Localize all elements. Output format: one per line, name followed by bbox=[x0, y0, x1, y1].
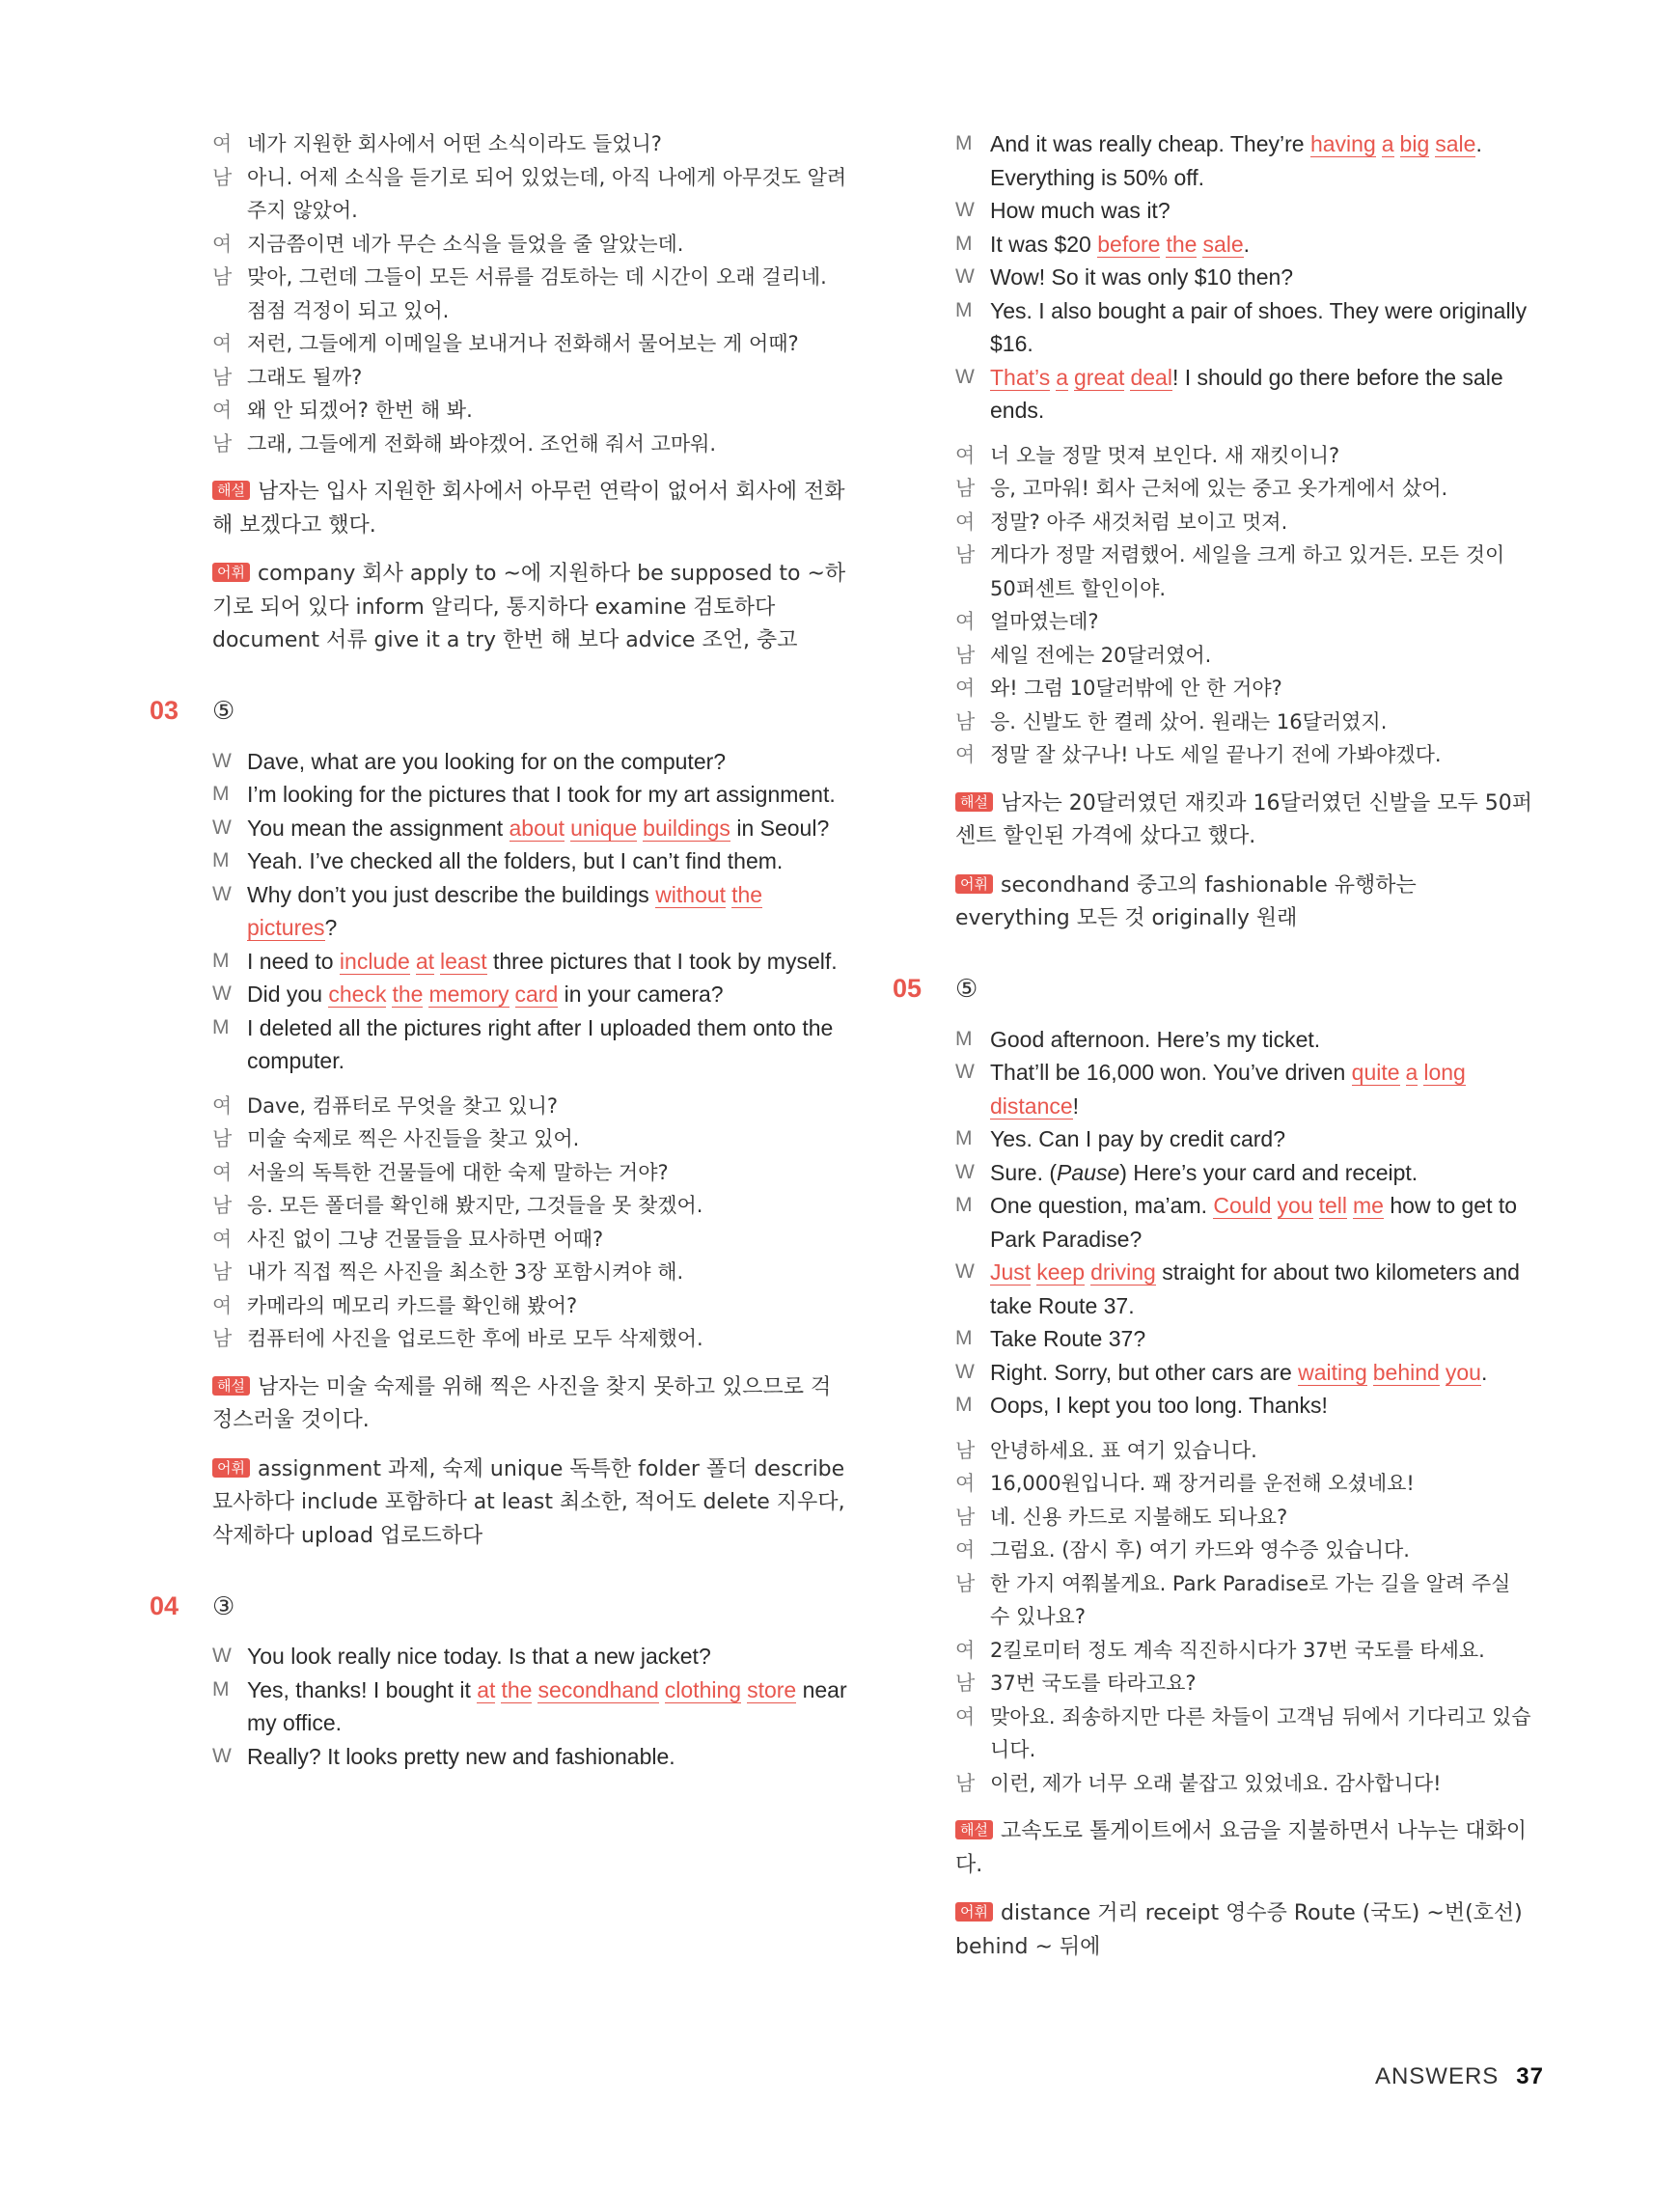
blank-answer: sale bbox=[1202, 231, 1244, 257]
dialogue-line bbox=[955, 1634, 1534, 1668]
italic-text: Pause bbox=[1057, 1159, 1120, 1185]
text-run: That’ll be 16,000 won. You’ve driven bbox=[990, 1060, 1352, 1085]
line-text: 게다가 정말 저렴했어. 세일을 크게 하고 있거든. 모든 것이 50퍼센트 할인이야. bbox=[990, 543, 1505, 600]
text-run: Yeah. I’ve checked all the folders, but I can’t find them. bbox=[247, 848, 784, 873]
explanation-tag: 해설 bbox=[212, 481, 250, 500]
speaker-label: 여 bbox=[212, 1293, 233, 1317]
blank-answer: long bbox=[1423, 1060, 1466, 1085]
blank-answer: deal bbox=[1130, 364, 1172, 390]
speaker-label: 남 bbox=[955, 1438, 976, 1462]
speaker-label: 여 bbox=[212, 132, 233, 155]
speaker-label: 여 bbox=[955, 443, 976, 467]
speaker-label: M bbox=[212, 783, 230, 805]
dialogue-line bbox=[955, 1700, 1534, 1767]
dialogue-line bbox=[955, 639, 1534, 673]
text-run: Wow! So it was only $10 then? bbox=[990, 264, 1294, 290]
dialogue-line bbox=[955, 228, 1534, 262]
blank-answer: store bbox=[747, 1676, 797, 1702]
dialogue-line bbox=[212, 978, 849, 1011]
dialogue-line bbox=[955, 1189, 1534, 1256]
right-column bbox=[893, 127, 1534, 1964]
blank-answer: unique bbox=[570, 815, 638, 841]
speaker-label: M bbox=[212, 849, 230, 871]
q04-explanation: 해설 남자는 20달러였던 재킷과 16달러였던 신발을 모두 50퍼센트 할인된 가격에 샀다고 했다. bbox=[955, 790, 1532, 848]
dialogue-line bbox=[212, 394, 849, 428]
dialogue-line bbox=[212, 228, 849, 262]
speaker-label: 여 bbox=[212, 1093, 233, 1118]
answer-mark: ⑤ bbox=[212, 696, 235, 725]
blank-answer: memory bbox=[428, 982, 510, 1007]
line-text bbox=[990, 261, 1534, 294]
line-text: 와! 그럼 10달러밖에 안 한 거야? bbox=[990, 677, 1282, 700]
text-run: And it was really cheap. They’re bbox=[990, 131, 1310, 156]
dialogue-line bbox=[212, 1673, 849, 1740]
line-text bbox=[247, 745, 849, 779]
blank-answer: about bbox=[509, 815, 565, 841]
blank-answer: distance bbox=[990, 1092, 1073, 1119]
dialogue-line bbox=[955, 472, 1534, 506]
line-text: 그럼요. (잠시 후) 여기 카드와 영수증 있습니다. bbox=[990, 1538, 1410, 1562]
blank-answer: me bbox=[1353, 1193, 1384, 1218]
dialogue-line bbox=[212, 878, 849, 945]
line-text bbox=[990, 1389, 1534, 1423]
line-text bbox=[247, 1640, 849, 1673]
speaker-label: 여 bbox=[955, 743, 976, 766]
line-text: 얼마였는데? bbox=[990, 610, 1099, 633]
q05-korean-dialogue bbox=[955, 1434, 1534, 1801]
line-text bbox=[247, 778, 849, 812]
vocabulary-tag: 어휘 bbox=[212, 563, 250, 582]
line-text: 컴퓨터에 사진을 업로드한 후에 바로 모두 삭제했어. bbox=[247, 1327, 703, 1350]
speaker-label: 남 bbox=[955, 477, 976, 500]
line-text: 맞아요. 죄송하지만 다른 차들이 고객님 뒤에서 기다리고 있습니다. bbox=[990, 1704, 1531, 1761]
speaker-label: 여 bbox=[955, 1472, 976, 1495]
explanation-tag: 해설 bbox=[955, 1820, 993, 1839]
dialogue-line bbox=[212, 1189, 849, 1223]
text-run: straight for about two kilometers and take Route 37. bbox=[990, 1259, 1520, 1318]
speaker-label: W bbox=[955, 1160, 975, 1183]
dialogue-line bbox=[955, 1023, 1534, 1057]
dialogue-line bbox=[955, 361, 1534, 428]
question-number: 05 bbox=[893, 974, 923, 1003]
blank-answer: before bbox=[1097, 231, 1161, 257]
dialogue-line bbox=[212, 1289, 849, 1323]
blank-answer: a bbox=[1381, 131, 1394, 156]
speaker-label: 여 bbox=[212, 399, 233, 422]
blank-answer: pictures bbox=[247, 915, 325, 940]
text-run: One question, ma’am. bbox=[990, 1193, 1214, 1218]
line-text: 맞아, 그런데 그들이 모든 서류를 검토하는 데 시간이 오래 걸리네. 점점 걱정이 되고 있어. bbox=[247, 265, 827, 322]
line-text: 정말 잘 샀구나! 나도 세일 끝나기 전에 가봐야겠다. bbox=[990, 743, 1442, 766]
line-text bbox=[990, 228, 1534, 262]
line-text bbox=[990, 361, 1534, 428]
line-text bbox=[990, 1356, 1534, 1390]
text-run: . bbox=[1480, 1359, 1488, 1385]
dialogue-line bbox=[212, 1223, 849, 1257]
text-run: You mean the assignment bbox=[247, 815, 510, 841]
q04-korean-dialogue bbox=[955, 439, 1534, 772]
text-run: Why don’t you just describe the buildings bbox=[247, 881, 656, 907]
speaker-label: 여 bbox=[955, 610, 976, 633]
line-text bbox=[247, 1740, 849, 1774]
line-text: 2킬로미터 정도 계속 직진하시다가 37번 국도를 타세요. bbox=[990, 1638, 1485, 1662]
blank-answer: driving bbox=[1090, 1259, 1156, 1285]
blank-answer: waiting bbox=[1298, 1359, 1367, 1385]
line-text: 세일 전에는 20달러였어. bbox=[990, 643, 1212, 667]
dialogue-line bbox=[955, 738, 1534, 772]
dialogue-line bbox=[212, 1740, 849, 1774]
dialogue-line bbox=[212, 1122, 849, 1156]
line-text bbox=[990, 294, 1534, 361]
q05-explanation: 해설 고속도로 톨게이트에서 요금을 지불하면서 나누는 대화이다. bbox=[955, 1819, 1527, 1877]
speaker-label: 남 bbox=[955, 709, 976, 733]
speaker-label: M bbox=[955, 1027, 973, 1050]
dialogue-line bbox=[955, 194, 1534, 228]
speaker-label: W bbox=[955, 199, 975, 221]
line-text bbox=[990, 1156, 1534, 1190]
blank-answer: at bbox=[415, 948, 434, 974]
text-run: . Everything is 50% off. bbox=[990, 131, 1482, 190]
line-text: 지금쯤이면 네가 무슨 소식을 들었을 줄 알았는데. bbox=[247, 232, 684, 256]
q05-vocabulary: 어휘 distance 거리 receipt 영수증 Route (국도) ~번(호선) behind ~ 뒤에 bbox=[955, 1901, 1523, 1959]
blank-answer: a bbox=[1405, 1060, 1418, 1085]
speaker-label: M bbox=[955, 1327, 973, 1349]
dialogue-line bbox=[955, 1056, 1534, 1122]
dialogue-line bbox=[955, 1667, 1534, 1700]
blank-answer: without bbox=[655, 881, 727, 907]
page-footer bbox=[1351, 2063, 1544, 2090]
dialogue-line bbox=[955, 539, 1534, 605]
dialogue-line bbox=[955, 439, 1534, 473]
dialogue-line bbox=[212, 745, 849, 779]
q03-english-dialogue bbox=[212, 745, 849, 1078]
line-text: 안녕하세요. 표 여기 있습니다. bbox=[990, 1438, 1257, 1462]
q04-english-dialogue bbox=[212, 1640, 849, 1773]
text-run: in your camera? bbox=[558, 982, 724, 1007]
blank-answer: the bbox=[1166, 231, 1198, 257]
dialogue-line bbox=[212, 1256, 849, 1289]
dialogue-line bbox=[212, 261, 849, 327]
dialogue-line bbox=[955, 127, 1534, 194]
q05-english-dialogue bbox=[955, 1023, 1534, 1423]
line-text bbox=[247, 1011, 849, 1078]
page-number: 37 bbox=[1516, 2063, 1544, 2089]
speaker-label: W bbox=[955, 265, 975, 288]
text-run: Take Route 37? bbox=[990, 1326, 1146, 1351]
speaker-label: W bbox=[212, 1744, 232, 1767]
vocabulary-tag: 어휘 bbox=[955, 874, 993, 894]
blank-answer: That’s bbox=[990, 364, 1051, 390]
text-run: how to get to Park Paradise? bbox=[990, 1193, 1518, 1252]
line-text: 저런, 그들에게 이메일을 보내거나 전화해서 물어보는 게 어때? bbox=[247, 332, 799, 355]
dialogue-line bbox=[212, 1640, 849, 1673]
dialogue-line bbox=[955, 605, 1534, 639]
line-text bbox=[990, 1322, 1534, 1356]
blank-answer: behind bbox=[1372, 1359, 1440, 1385]
text-run: Right. Sorry, but other cars are bbox=[990, 1359, 1299, 1385]
dialogue-line bbox=[212, 361, 849, 395]
line-text bbox=[990, 194, 1534, 228]
dialogue-line bbox=[955, 294, 1534, 361]
text-run: ) Here’s your card and receipt. bbox=[1119, 1159, 1418, 1185]
speaker-label: 남 bbox=[212, 1194, 233, 1217]
speaker-label: 여 bbox=[955, 677, 976, 700]
line-text: 37번 국도를 타라고요? bbox=[990, 1672, 1197, 1695]
blank-answer: sale bbox=[1435, 131, 1476, 156]
text-run: I need to bbox=[247, 948, 340, 974]
line-text: 사진 없이 그냥 건물들을 묘사하면 어때? bbox=[247, 1227, 604, 1251]
dialogue-line bbox=[955, 1122, 1534, 1156]
q02-vocabulary: 어휘 company 회사 apply to ~에 지원하다 be supposed to ~하기로 되어 있다 inform 알리다, 통지하다 examine 검토하다 document 서류 give it a try 한번 해 보다 advice 조언, 충고 bbox=[212, 562, 846, 652]
dialogue-line bbox=[212, 1322, 849, 1356]
line-text bbox=[247, 945, 849, 979]
text-run: Good afternoon. Here’s my ticket. bbox=[990, 1026, 1321, 1052]
line-text: 아니. 어제 소식을 듣기로 되어 있었는데, 아직 나에게 아무것도 알려 주지 않았어. bbox=[247, 165, 847, 222]
line-text bbox=[247, 978, 849, 1011]
speaker-label: 여 bbox=[212, 332, 233, 355]
speaker-label: M bbox=[955, 298, 973, 321]
speaker-label: 여 bbox=[955, 1704, 976, 1728]
speaker-label: 여 bbox=[955, 1638, 976, 1662]
blank-answer: the bbox=[731, 881, 763, 907]
blank-answer: buildings bbox=[643, 815, 730, 841]
speaker-label: W bbox=[212, 749, 232, 772]
line-text: 응. 신발도 한 켤레 샀어. 원래는 16달러였지. bbox=[990, 709, 1388, 733]
blank-answer: Could bbox=[1213, 1193, 1272, 1218]
speaker-label: 여 bbox=[212, 1227, 233, 1251]
text-run: Sure. ( bbox=[990, 1159, 1058, 1185]
blank-answer: quite bbox=[1351, 1060, 1400, 1085]
speaker-label: 남 bbox=[212, 265, 233, 289]
speaker-label: 남 bbox=[955, 543, 976, 567]
line-text bbox=[990, 1189, 1534, 1256]
speaker-label: W bbox=[212, 982, 232, 1005]
question-number: 03 bbox=[150, 696, 179, 725]
dialogue-line bbox=[955, 1567, 1534, 1634]
dialogue-line bbox=[955, 1767, 1534, 1801]
text-run: Dave, what are you looking for on the computer? bbox=[247, 748, 727, 774]
text-run: Yes, thanks! I bought it bbox=[247, 1676, 478, 1702]
q05-header bbox=[893, 965, 1534, 1013]
blank-answer: the bbox=[392, 982, 424, 1007]
blank-answer: the bbox=[501, 1676, 533, 1702]
speaker-label: 남 bbox=[212, 1327, 233, 1350]
dialogue-line bbox=[212, 428, 849, 461]
q02-explanation: 해설 남자는 입사 지원한 회사에서 아무런 연락이 없어서 회사에 전화해 보겠다고 했다. bbox=[212, 480, 845, 538]
dialogue-line bbox=[955, 1256, 1534, 1322]
vocabulary-tag: 어휘 bbox=[212, 1458, 250, 1478]
blank-answer: least bbox=[440, 948, 487, 974]
speaker-label: M bbox=[212, 1677, 230, 1700]
line-text: 너 오늘 정말 멋져 보인다. 새 재킷이니? bbox=[990, 443, 1340, 467]
dialogue-line bbox=[955, 1389, 1534, 1423]
q04-vocabulary: 어휘 secondhand 중고의 fashionable 유행하는 everything 모든 것 originally 원래 bbox=[955, 872, 1417, 930]
text-run: Yes. Can I pay by credit card? bbox=[990, 1126, 1285, 1151]
dialogue-line bbox=[212, 1156, 849, 1190]
question-number: 04 bbox=[150, 1590, 179, 1620]
speaker-label: M bbox=[955, 1127, 973, 1149]
line-text: 응, 고마워! 회사 근처에 있는 중고 옷가게에서 샀어. bbox=[990, 477, 1448, 500]
line-text: 미술 숙제로 찍은 사진들을 찾고 있어. bbox=[247, 1127, 580, 1150]
dialogue-line bbox=[955, 1501, 1534, 1535]
speaker-label: 남 bbox=[212, 165, 233, 189]
line-text: 왜 안 되겠어? 한번 해 봐. bbox=[247, 399, 473, 422]
line-text: 내가 직접 찍은 사진을 최소한 3장 포함시켜야 해. bbox=[247, 1260, 684, 1284]
blank-answer: a bbox=[1056, 364, 1069, 390]
dialogue-line bbox=[212, 778, 849, 812]
line-text: 응. 모든 폴더를 확인해 봤지만, 그것들을 못 찾겠어. bbox=[247, 1194, 703, 1217]
dialogue-line bbox=[955, 672, 1534, 705]
blank-answer: card bbox=[514, 982, 559, 1007]
q03-vocabulary: 어휘 assignment 과제, 숙제 unique 독특한 folder 폴더 describe 묘사하다 include 포함하다 at least 최소한, 적어도 delete 지우다, 삭제하다 upload 업로드하다 bbox=[212, 1456, 845, 1548]
speaker-label: 여 bbox=[955, 1538, 976, 1562]
dialogue-line bbox=[212, 844, 849, 878]
dialogue-line bbox=[955, 1434, 1534, 1468]
dialogue-line bbox=[212, 127, 849, 161]
dialogue-line bbox=[212, 327, 849, 361]
answer-mark: ⑤ bbox=[955, 974, 978, 1003]
explanation-tag: 해설 bbox=[212, 1376, 250, 1396]
speaker-label: 남 bbox=[212, 1260, 233, 1284]
dialogue-line bbox=[955, 261, 1534, 294]
line-text bbox=[990, 1256, 1534, 1322]
speaker-label: 남 bbox=[955, 1571, 976, 1595]
text-run: It was $20 bbox=[990, 231, 1098, 257]
text-run: You look really nice today. Is that a new jacket? bbox=[247, 1644, 711, 1669]
text-run: I’m looking for the pictures that I took for my art assignment. bbox=[247, 782, 836, 807]
blank-answer: big bbox=[1399, 131, 1430, 156]
dialogue-line bbox=[212, 945, 849, 979]
line-text bbox=[247, 844, 849, 878]
answer-mark: ③ bbox=[212, 1590, 235, 1620]
speaker-label: W bbox=[955, 1260, 975, 1283]
text-run: in Seoul? bbox=[730, 815, 830, 841]
line-text: 서울의 독특한 건물들에 대한 숙제 말하는 거야? bbox=[247, 1160, 669, 1184]
speaker-label: W bbox=[212, 882, 232, 905]
line-text: 그래도 될까? bbox=[247, 365, 363, 389]
line-text bbox=[990, 127, 1534, 194]
line-text: 정말? 아주 새것처럼 보이고 멋져. bbox=[990, 510, 1288, 534]
q04-english-dialogue-continued bbox=[955, 127, 1534, 428]
speaker-label: M bbox=[955, 232, 973, 255]
text-run: . bbox=[1243, 231, 1251, 257]
speaker-label: 여 bbox=[212, 1160, 233, 1184]
line-text bbox=[247, 812, 849, 845]
speaker-label: M bbox=[955, 132, 973, 154]
blank-answer: check bbox=[328, 982, 387, 1007]
line-text: 네. 신용 카드로 지불해도 되나요? bbox=[990, 1505, 1288, 1529]
dialogue-line bbox=[955, 705, 1534, 739]
speaker-label: 남 bbox=[955, 1672, 976, 1695]
footer-label: ANSWERS bbox=[1374, 2063, 1500, 2089]
line-text bbox=[247, 1673, 849, 1740]
q04-header bbox=[150, 1582, 849, 1630]
speaker-label: 남 bbox=[955, 1505, 976, 1529]
line-text: Dave, 컴퓨터로 무엇을 찾고 있니? bbox=[247, 1093, 559, 1118]
text-run: near my office. bbox=[247, 1676, 847, 1735]
blank-answer: you bbox=[1445, 1359, 1481, 1385]
line-text: 이런, 제가 너무 오래 붙잡고 있었네요. 감사합니다! bbox=[990, 1771, 1442, 1795]
speaker-label: 남 bbox=[212, 431, 233, 456]
line-text: 네가 지원한 회사에서 어떤 소식이라도 들었니? bbox=[247, 132, 662, 155]
line-text: 16,000원입니다. 꽤 장거리를 운전해 오셨네요! bbox=[990, 1472, 1415, 1495]
q02-korean-dialogue bbox=[212, 127, 849, 460]
speaker-label: W bbox=[955, 365, 975, 388]
line-text bbox=[990, 1056, 1534, 1122]
line-text bbox=[990, 1023, 1534, 1057]
dialogue-line bbox=[212, 161, 849, 228]
speaker-label: M bbox=[212, 1015, 230, 1038]
dialogue-line bbox=[212, 1011, 849, 1078]
line-text: 한 가지 여쭤볼게요. Park Paradise로 가는 길을 알려 주실 수 있나요? bbox=[990, 1571, 1511, 1628]
speaker-label: W bbox=[212, 1645, 232, 1667]
blank-answer: at bbox=[477, 1676, 496, 1702]
dialogue-line bbox=[212, 1090, 849, 1123]
text-run: Really? It looks pretty new and fashionable. bbox=[247, 1743, 675, 1769]
speaker-label: M bbox=[212, 949, 230, 972]
line-text: 카메라의 메모리 카드를 확인해 봤어? bbox=[247, 1293, 578, 1317]
blank-answer: clothing bbox=[664, 1676, 742, 1702]
dialogue-line bbox=[955, 1322, 1534, 1356]
blank-answer: Just bbox=[990, 1259, 1032, 1285]
text-run: Oops, I kept you too long. Thanks! bbox=[990, 1393, 1328, 1418]
blank-answer: include bbox=[339, 948, 410, 974]
left-column bbox=[150, 127, 849, 1773]
blank-answer: you bbox=[1277, 1193, 1313, 1218]
speaker-label: 남 bbox=[955, 1771, 976, 1795]
blank-answer: having bbox=[1309, 131, 1376, 156]
text-run: How much was it? bbox=[990, 198, 1170, 223]
speaker-label: 남 bbox=[212, 1127, 233, 1150]
speaker-label: W bbox=[955, 1061, 975, 1083]
dialogue-line bbox=[955, 1156, 1534, 1190]
speaker-label: W bbox=[955, 1360, 975, 1383]
text-run: ! bbox=[1072, 1092, 1080, 1119]
blank-answer: keep bbox=[1036, 1259, 1086, 1285]
speaker-label: M bbox=[955, 1394, 973, 1416]
text-run: I deleted all the pictures right after I uploaded them onto the computer. bbox=[247, 1014, 834, 1073]
text-run: Yes. I also bought a pair of shoes. They were originally $16. bbox=[990, 297, 1528, 356]
blank-answer: great bbox=[1074, 364, 1125, 390]
explanation-tag: 해설 bbox=[955, 792, 993, 812]
dialogue-line bbox=[955, 1467, 1534, 1501]
speaker-label: W bbox=[212, 816, 232, 839]
line-text bbox=[990, 1122, 1534, 1156]
dialogue-line bbox=[212, 812, 849, 845]
line-text bbox=[247, 878, 849, 945]
text-run: ? bbox=[324, 915, 338, 940]
speaker-label: 남 bbox=[212, 365, 233, 389]
dialogue-line bbox=[955, 1534, 1534, 1567]
speaker-label: 남 bbox=[955, 643, 976, 667]
speaker-label: 여 bbox=[212, 232, 233, 256]
text-run: ! I should go there before the sale ends. bbox=[990, 364, 1503, 423]
dialogue-line bbox=[955, 1356, 1534, 1390]
text-run: three pictures that I took by myself. bbox=[486, 948, 838, 974]
q03-header bbox=[150, 687, 849, 735]
line-text: 그래, 그들에게 전화해 봐야겠어. 조언해 줘서 고마워. bbox=[247, 431, 717, 456]
q03-explanation: 해설 남자는 미술 숙제를 위해 찍은 사진을 찾지 못하고 있으므로 걱정스러울 것이다. bbox=[212, 1374, 832, 1432]
text-run: Did you bbox=[247, 982, 329, 1007]
blank-answer: secondhand bbox=[537, 1676, 659, 1702]
speaker-label: 여 bbox=[955, 510, 976, 534]
vocabulary-tag: 어휘 bbox=[955, 1902, 993, 1922]
q03-korean-dialogue bbox=[212, 1090, 849, 1356]
speaker-label: M bbox=[955, 1194, 973, 1216]
dialogue-line bbox=[955, 506, 1534, 539]
blank-answer: tell bbox=[1318, 1193, 1348, 1218]
